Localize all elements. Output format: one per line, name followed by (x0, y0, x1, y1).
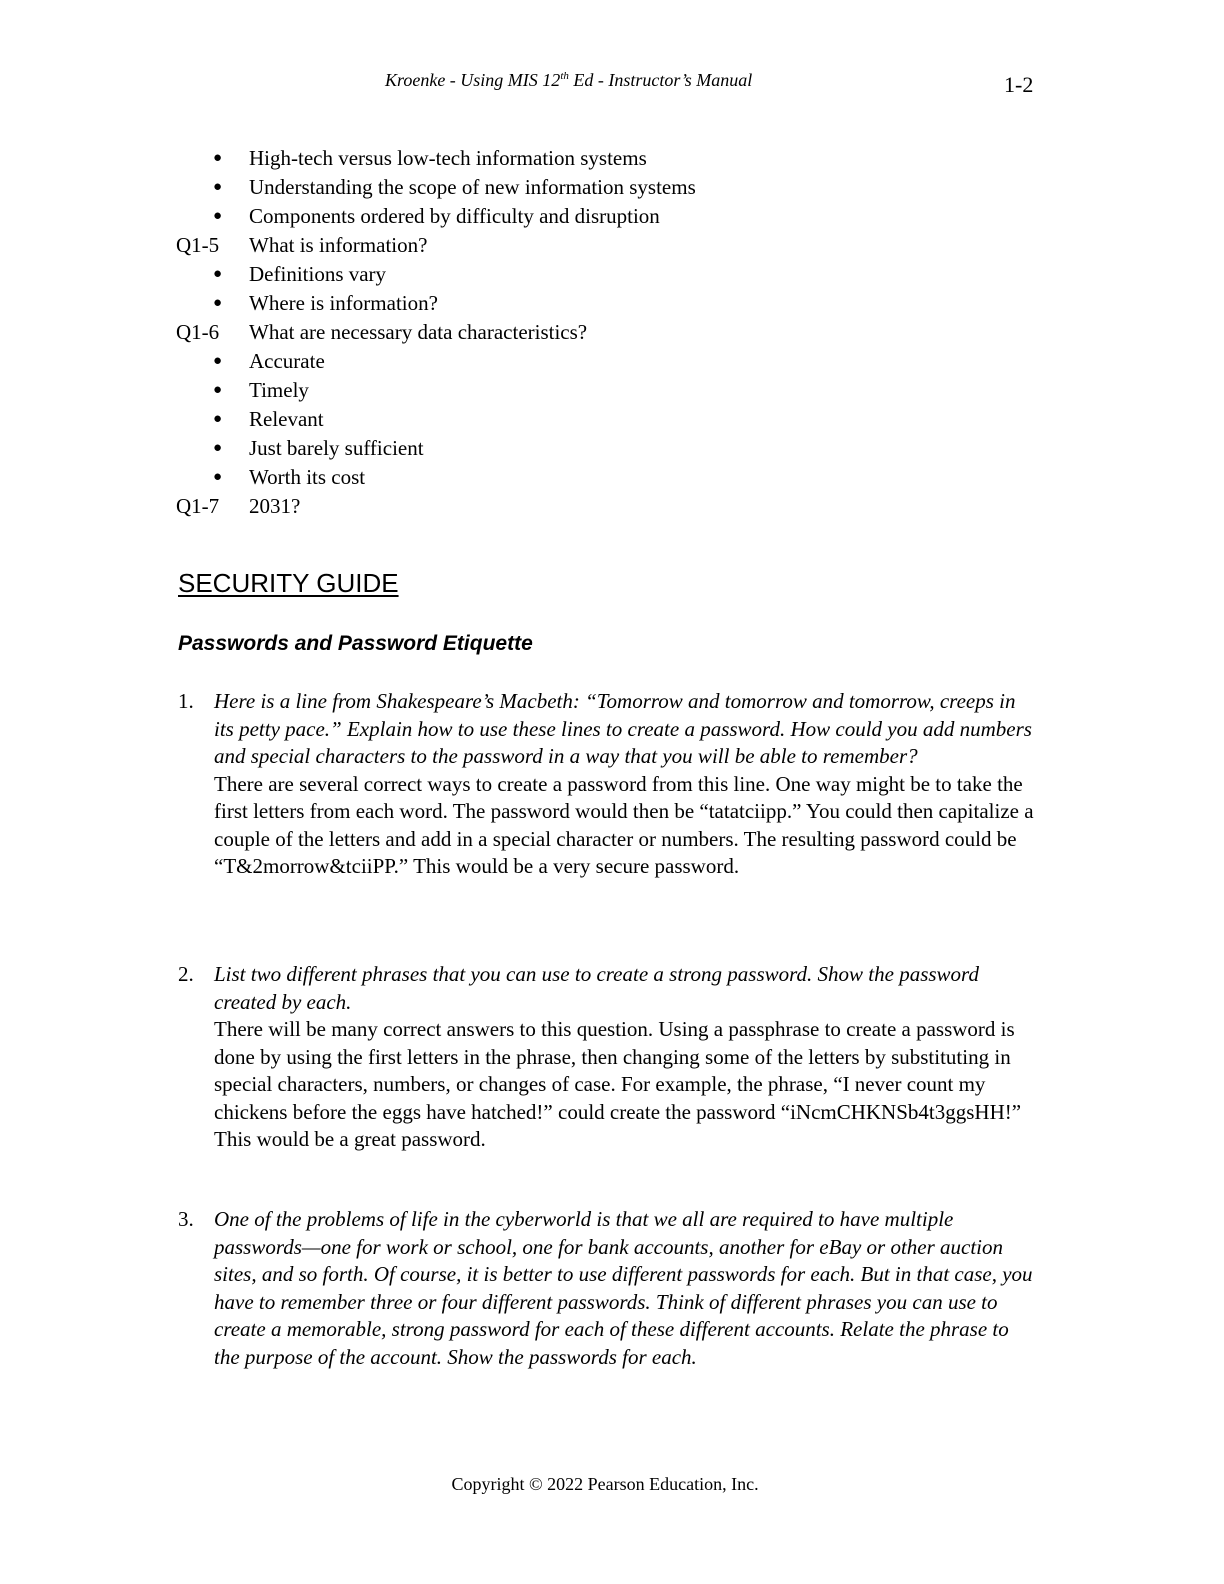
bullet-text: Where is information? (249, 291, 438, 315)
document-title (385, 70, 752, 91)
bullet-icon: ● (213, 411, 223, 427)
bullet-text: Accurate (249, 349, 325, 373)
title-prefix: Kroenke - Using MIS 12 (385, 70, 561, 90)
question-item (178, 688, 1038, 881)
question-prompt: One of the problems of life in the cyberworld is that we all are required to have multiple passwords—one for work or school, one for bank accounts, another for eBay or other auction sites, and so forth. Of course, it is better to use different passwords for each. But in that case, you have to remember three or four different passwords. Think of different phrases you can use to create a memorable, strong password for each of these different accounts. Relate the phrase to the purpose of the account. Show the passwords for each. (214, 1207, 1033, 1369)
bullet-text: Components ordered by difficulty and disruption (249, 204, 660, 228)
question-label: Q1-5 (176, 233, 220, 257)
question-text: 2031? (249, 494, 301, 518)
bullet-text: Just barely sufficient (249, 436, 424, 460)
question-answer: There will be many correct answers to this question. Using a passphrase to create a password is done by using the first letters in the phrase, then changing some of the letters by substituting in special characters, numbers, or changes of case. For example, the phrase, “I never count my chickens before the eggs have hatched!” could create the password “iNcmCHKNSb4t3ggsHH!” This would be a great password. (214, 1017, 1022, 1151)
question-item (178, 1206, 1038, 1371)
bullet-text: Worth its cost (249, 465, 366, 489)
question-text: What is information? (249, 233, 428, 257)
bullet-icon: ● (213, 353, 223, 369)
title-superscript: th (560, 70, 569, 82)
bullet-text: Understanding the scope of new information systems (249, 175, 696, 199)
bullet-icon: ● (213, 440, 223, 456)
question-answer: There are several correct ways to create a password from this line. One way might be to take the first letters from each word. The password would then be “tatatciipp.” You could then capitalize a couple of the letters and add in a special character or numbers. The resulting password could be “T&2morrow&tciiPP.” This would be a very secure password. (214, 771, 1034, 878)
question-prompt: Here is a line from Shakespeare’s Macbeth: “Tomorrow and tomorrow and tomorrow, creeps in its petty pace.” Explain how to use these lines to create a password. How could you add numbers and special characters to the password in a way that you will be able to remember? (214, 689, 1032, 768)
title-suffix: Ed - Instructor’s Manual (568, 70, 753, 90)
question-number: 2. (178, 962, 194, 986)
bullet-text: High-tech versus low-tech information systems (249, 146, 647, 170)
bullet-icon: ● (213, 150, 223, 166)
bullet-icon: ● (213, 179, 223, 195)
question-number: 3. (178, 1207, 194, 1231)
bullet-text: Definitions vary (249, 262, 387, 286)
question-text: What are necessary data characteristics? (249, 320, 588, 344)
bullet-icon: ● (213, 295, 223, 311)
bullet-icon: ● (213, 469, 223, 485)
question-prompt: List two different phrases that you can use to create a strong password. Show the password created by each. (214, 962, 979, 1014)
bullet-icon: ● (213, 208, 223, 224)
bullet-icon: ● (213, 382, 223, 398)
question-item (178, 961, 1038, 1154)
copyright-footer: Copyright © 2022 Pearson Education, Inc. (451, 1474, 759, 1494)
section-subheading: Passwords and Password Etiquette (178, 632, 533, 655)
bullet-text: Timely (249, 378, 309, 402)
question-label: Q1-7 (176, 494, 220, 518)
section-heading: SECURITY GUIDE (178, 568, 399, 598)
question-number: 1. (178, 689, 194, 713)
question-label: Q1-6 (176, 320, 220, 344)
bullet-icon: ● (213, 266, 223, 282)
page-number: 1-2 (1004, 72, 1034, 97)
bullet-text: Relevant (249, 407, 324, 431)
